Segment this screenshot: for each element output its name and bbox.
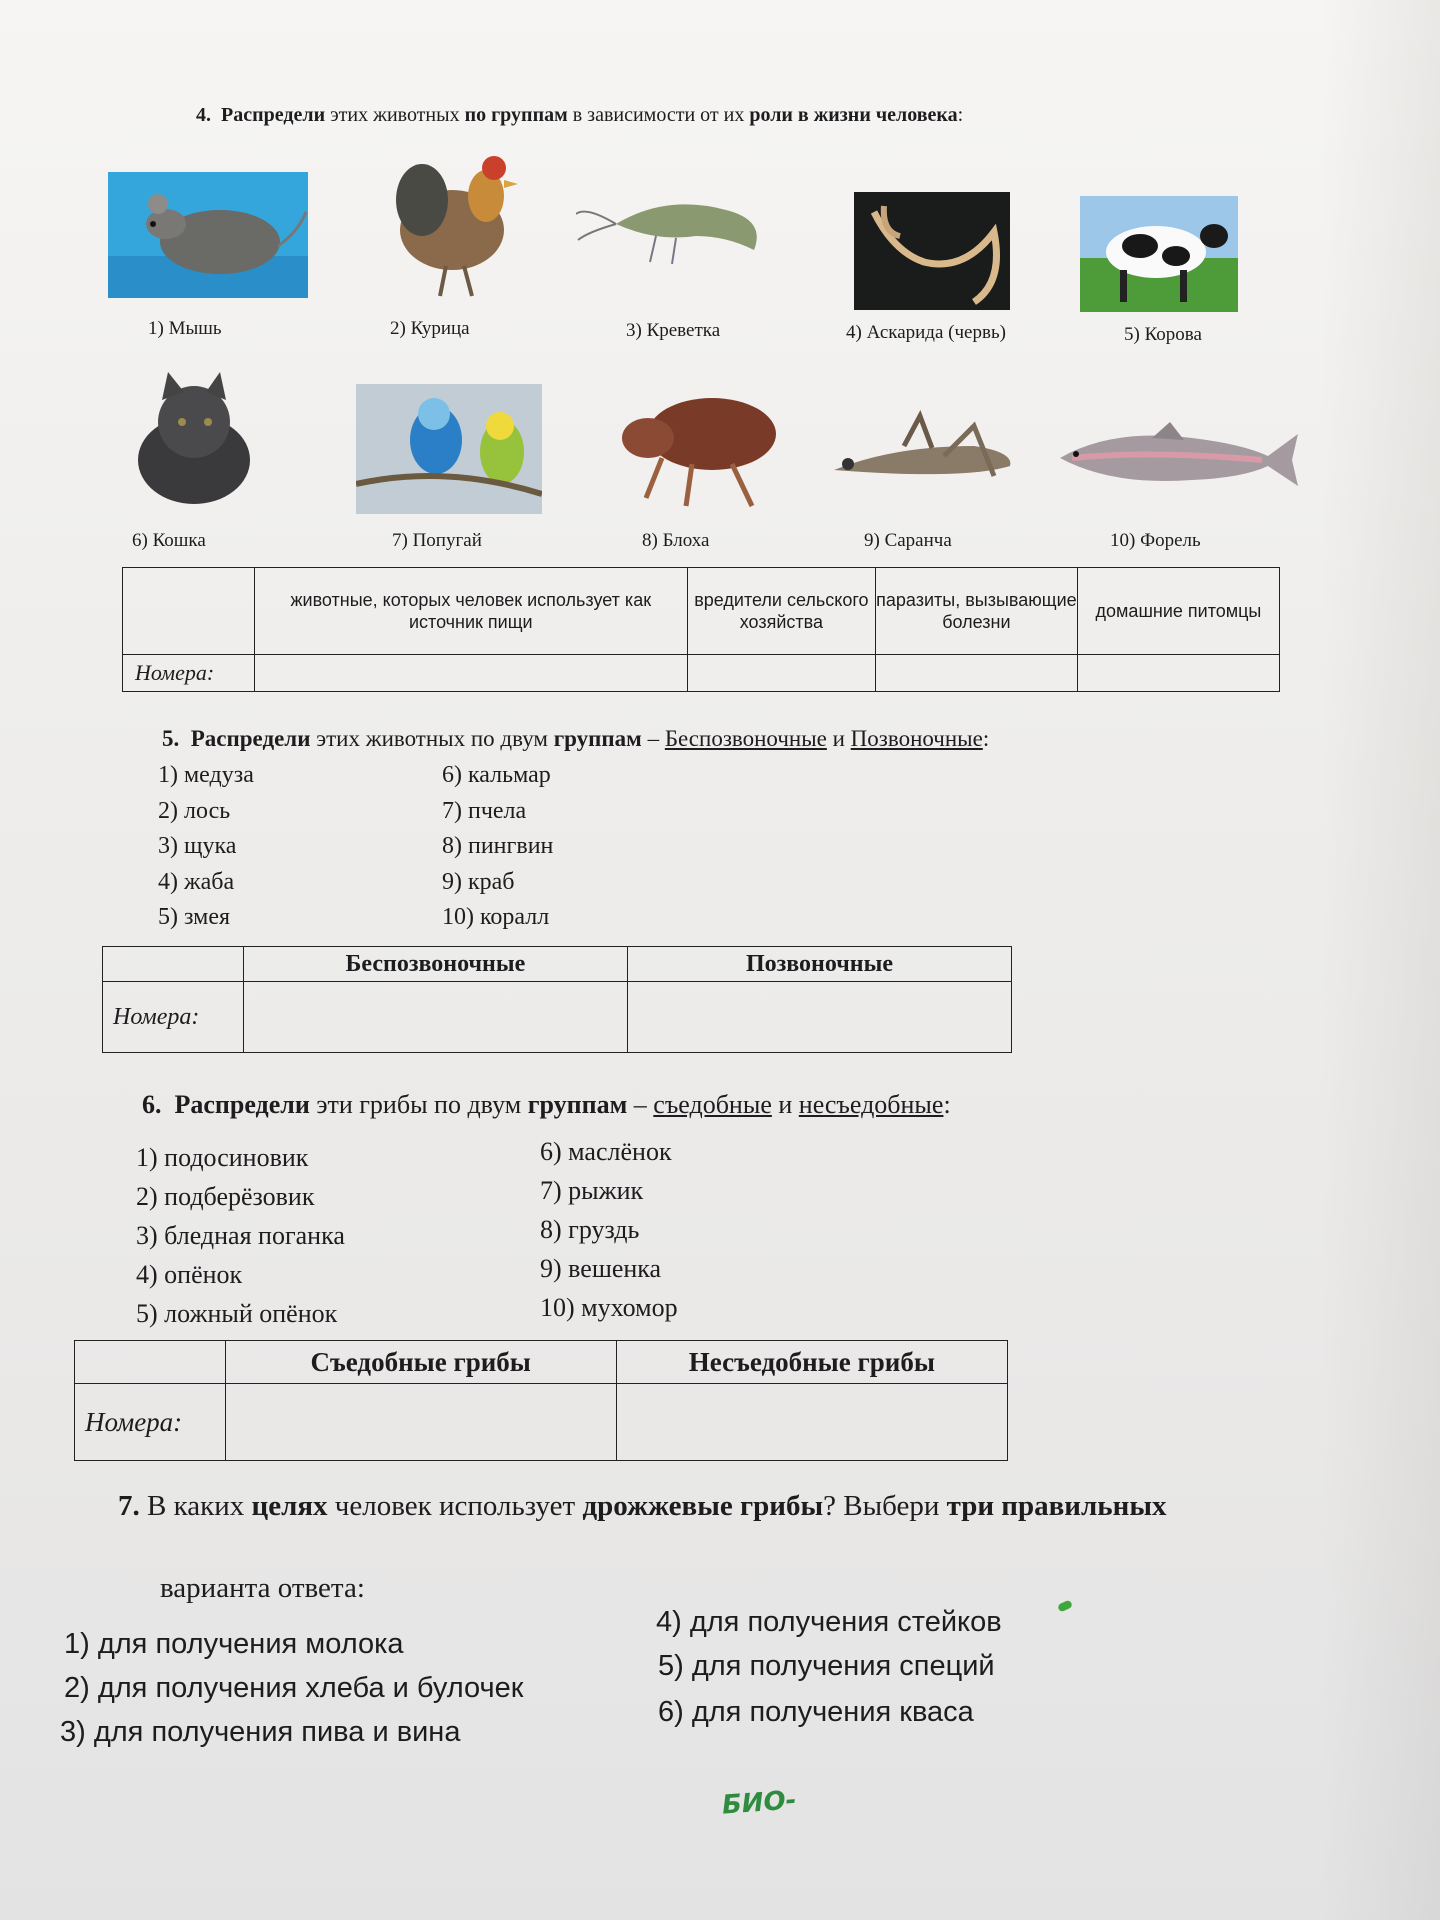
- list-item: 6) маслёнок: [540, 1137, 672, 1166]
- shrimp-photo: [576, 184, 776, 270]
- list-item: 4) опёнок: [136, 1260, 243, 1289]
- list-item: 2) подберёзовик: [136, 1182, 315, 1211]
- task5-right-list: [442, 758, 553, 936]
- bold-text: Распредели: [174, 1090, 310, 1119]
- bold-text: Распредели: [190, 726, 311, 751]
- text: этих животных: [325, 104, 465, 126]
- table-header: вредители сельского хозяйства: [687, 568, 875, 655]
- text: :: [957, 104, 964, 126]
- bold-text: дрожжевые грибы: [582, 1490, 824, 1522]
- animal-caption: 4) Аскарида (червь): [846, 322, 1006, 343]
- table-row: [123, 655, 1280, 692]
- list-item: 9) вешенка: [540, 1254, 662, 1283]
- task4-answer-table: [122, 567, 1280, 692]
- trout-photo: [1052, 420, 1300, 496]
- list-item: 3) щука: [158, 833, 237, 859]
- flea-photo: [602, 388, 790, 512]
- handwritten-note: БИО-: [721, 1785, 798, 1821]
- answer-cell[interactable]: [1077, 655, 1279, 692]
- task4-instruction: [196, 104, 963, 127]
- text: В каких: [139, 1490, 252, 1522]
- task-number: 7.: [118, 1490, 140, 1522]
- text: человек использует: [327, 1490, 583, 1522]
- list-item: 4) жаба: [158, 868, 235, 895]
- list-item: 6) кальмар: [442, 762, 551, 788]
- text: и: [771, 1090, 799, 1119]
- bold-text: роли в жизни человека: [749, 104, 958, 126]
- list-item: 5) ложный опёнок: [136, 1299, 338, 1328]
- underlined-text: Беспозвоночные: [664, 726, 827, 751]
- answer-cell[interactable]: [687, 655, 875, 692]
- text: :: [982, 726, 990, 751]
- list-item: 1) медуза: [158, 762, 254, 788]
- bold-text: по группам: [464, 104, 568, 126]
- bold-text: целях: [251, 1490, 328, 1522]
- bold-text: группам: [553, 726, 642, 751]
- underlined-text: несъедобные: [798, 1090, 944, 1119]
- roundworm-photo: [854, 192, 1010, 310]
- chicken-photo: [382, 146, 532, 304]
- text: –: [627, 1090, 654, 1119]
- animal-caption: 3) Креветка: [626, 320, 721, 341]
- page-shadow: [1320, 0, 1440, 1920]
- list-item: 1) подосиновик: [136, 1143, 309, 1172]
- empty-corner-cell: [123, 568, 255, 655]
- task5-left-list: [158, 758, 254, 936]
- answer-option[interactable]: 2) для получения хлеба и булочек: [64, 1672, 524, 1704]
- answer-option[interactable]: 3) для получения пива и вина: [60, 1716, 461, 1748]
- answer-option[interactable]: 6) для получения кваса: [658, 1696, 974, 1728]
- animal-caption: 7) Попугай: [392, 530, 482, 551]
- answer-cell[interactable]: [254, 655, 687, 692]
- list-item: 10) коралл: [442, 904, 550, 930]
- task-number: 5.: [162, 726, 180, 751]
- locust-photo: [824, 406, 1020, 500]
- table-row: [103, 982, 1012, 1053]
- empty-corner-cell: [75, 1341, 226, 1384]
- table-header: животные, которых человек использует как источник пищи: [254, 568, 687, 655]
- animal-caption: 9) Саранча: [864, 530, 952, 551]
- task6-answer-table: [74, 1340, 1008, 1461]
- bold-text: Распредели: [221, 104, 326, 126]
- text: этих животных по двум: [310, 726, 554, 751]
- task6-left-list: [136, 1138, 345, 1333]
- table-header: паразиты, вызывающие болезни: [875, 568, 1077, 655]
- list-item: 9) краб: [442, 868, 515, 895]
- animal-caption: 6) Кошка: [132, 530, 206, 551]
- list-item: 2) лось: [158, 797, 231, 824]
- underlined-text: Позвоночные: [850, 726, 983, 751]
- text: и: [826, 726, 851, 751]
- text: :: [943, 1090, 951, 1119]
- row-label: Номера:: [103, 982, 244, 1053]
- text: ? Выбери: [823, 1490, 947, 1522]
- table-header-row: [123, 568, 1280, 655]
- answer-cell[interactable]: [875, 655, 1077, 692]
- row-label: Номера:: [75, 1384, 226, 1461]
- cat-photo: [128, 370, 260, 510]
- animal-caption: 1) Мышь: [148, 318, 222, 339]
- answer-option[interactable]: 4) для получения стейков: [656, 1606, 1002, 1638]
- task5-instruction: [162, 726, 989, 752]
- list-item: 10) мухомор: [540, 1293, 678, 1322]
- task-number: 4.: [196, 104, 211, 126]
- pen-mark: [1057, 1599, 1073, 1612]
- answer-cell[interactable]: [627, 982, 1011, 1053]
- table-header-row: [103, 947, 1012, 982]
- list-item: 8) груздь: [540, 1215, 640, 1244]
- table-header: Позвоночные: [627, 947, 1011, 982]
- text: –: [641, 726, 665, 751]
- list-item: 5) змея: [158, 904, 231, 930]
- answer-option[interactable]: 5) для получения специй: [658, 1650, 995, 1682]
- task7-question: [118, 1490, 1166, 1523]
- parrot-photo: [356, 384, 542, 514]
- animal-caption: 8) Блоха: [642, 530, 710, 551]
- table-row: [75, 1384, 1008, 1461]
- mouse-photo: [108, 172, 308, 298]
- task6-right-list: [540, 1132, 678, 1327]
- animal-caption: 2) Курица: [390, 318, 470, 339]
- table-header: Несъедобные грибы: [616, 1341, 1007, 1384]
- answer-option[interactable]: 1) для получения молока: [64, 1628, 404, 1660]
- bold-text: три правильных: [946, 1490, 1167, 1522]
- list-item: 7) рыжик: [540, 1176, 644, 1205]
- list-item: 7) пчела: [442, 797, 527, 824]
- empty-corner-cell: [103, 947, 244, 982]
- bold-text: группам: [527, 1090, 628, 1119]
- answer-cell[interactable]: [243, 982, 627, 1053]
- task6-instruction: [142, 1090, 951, 1120]
- row-label: Номера:: [123, 655, 255, 692]
- task7-question-line2: варианта ответа:: [160, 1572, 365, 1604]
- table-header: Съедобные грибы: [225, 1341, 616, 1384]
- list-item: 8) пингвин: [442, 833, 554, 859]
- list-item: 3) бледная поганка: [136, 1221, 345, 1250]
- animal-caption: 5) Корова: [1124, 324, 1202, 345]
- answer-cell[interactable]: [616, 1384, 1007, 1461]
- task-number: 6.: [142, 1090, 162, 1119]
- task5-answer-table: [102, 946, 1012, 1053]
- answer-cell[interactable]: [225, 1384, 616, 1461]
- text: эти грибы по двум: [309, 1090, 528, 1119]
- cow-photo: [1080, 196, 1238, 312]
- table-header-row: [75, 1341, 1008, 1384]
- text: в зависимости от их: [567, 104, 750, 126]
- underlined-text: съедобные: [653, 1090, 772, 1119]
- table-header: домашние питомцы: [1077, 568, 1279, 655]
- animal-caption: 10) Форель: [1110, 530, 1201, 551]
- table-header: Беспозвоночные: [243, 947, 627, 982]
